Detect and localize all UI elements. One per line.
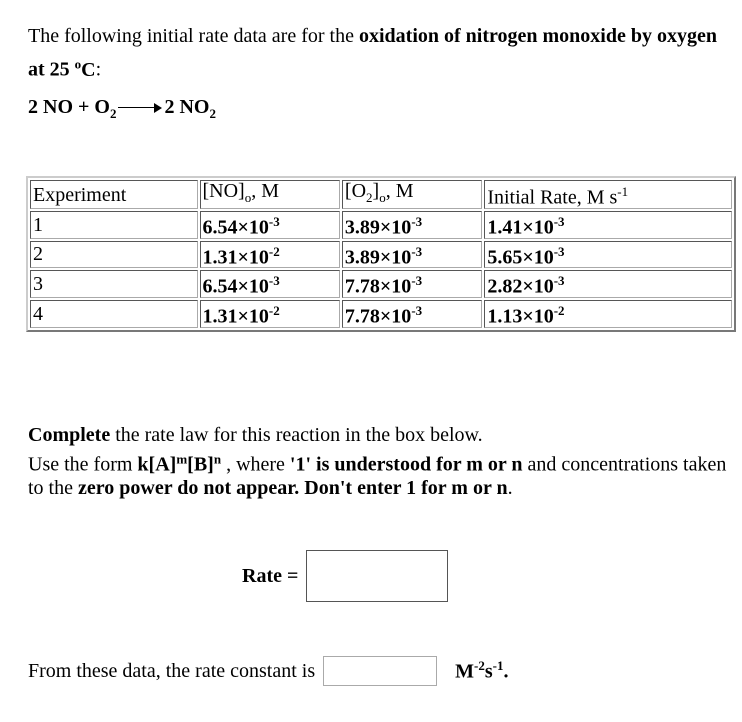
- reaction-equation: 2 NO + $O_2$ 2 $NO_2$: [28, 96, 216, 121]
- instructions-paragraph: Complete the rate law for this reaction in the box below. Use the form $k[A]^m[B]^n$ , where '1' is understood for m or n and concentrations taken to the zero power do not appear. Don't enter 1 for m or n.: [28, 424, 727, 499]
- header-o2: $[O_2]_o$, M: [342, 180, 482, 209]
- header-no: $[NO]_o$, M: [200, 180, 340, 209]
- rate-constant-input[interactable]: [323, 656, 437, 686]
- table-row: 3 $6.54\times 10^{-3}$ $7.78\times 10^{-3}$ $2.82\times 10^{-3}$: [30, 270, 732, 298]
- intro-paragraph: The following initial rate data are for the oxidation of nitrogen monoxide by oxygen at 25 $^o$C:: [28, 25, 717, 81]
- table-row: 1 $6.54\times 10^{-3}$ $3.89\times 10^{-3}$ $1.41\times 10^{-3}$: [30, 211, 732, 239]
- rate-label: Rate =: [242, 564, 299, 587]
- rate-constant-label: From these data, the rate constant is: [28, 659, 316, 682]
- celsius: C: [81, 58, 96, 81]
- table-header-row: [30, 180, 732, 209]
- table-row: 4 $1.31\times 10^{-2}$ $7.78\times 10^{-3}$ $1.13\times 10^{-2}$: [30, 300, 732, 328]
- intro-text: The following initial rate data are for the: [28, 25, 359, 47]
- intro-bold: oxidation of nitrogen monoxide by oxygen at 25: [28, 25, 717, 81]
- reaction-arrow-icon: [118, 103, 162, 113]
- rate-constant-units: $M^{-2}s^{-1}$.: [455, 658, 509, 683]
- degree-sign: o: [74, 56, 82, 71]
- table-row: 2 $1.31\times 10^{-2}$ $3.89\times 10^{-3}$ $5.65\times 10^{-3}$: [30, 241, 732, 269]
- rate-data-table: [26, 176, 736, 332]
- header-experiment: Experiment: [30, 180, 198, 209]
- header-rate: Initial Rate, M $s^{-1}$: [484, 180, 732, 209]
- rate-constant-row: [28, 656, 509, 686]
- rate-law-row: [242, 550, 448, 602]
- rate-law-input[interactable]: [306, 550, 448, 602]
